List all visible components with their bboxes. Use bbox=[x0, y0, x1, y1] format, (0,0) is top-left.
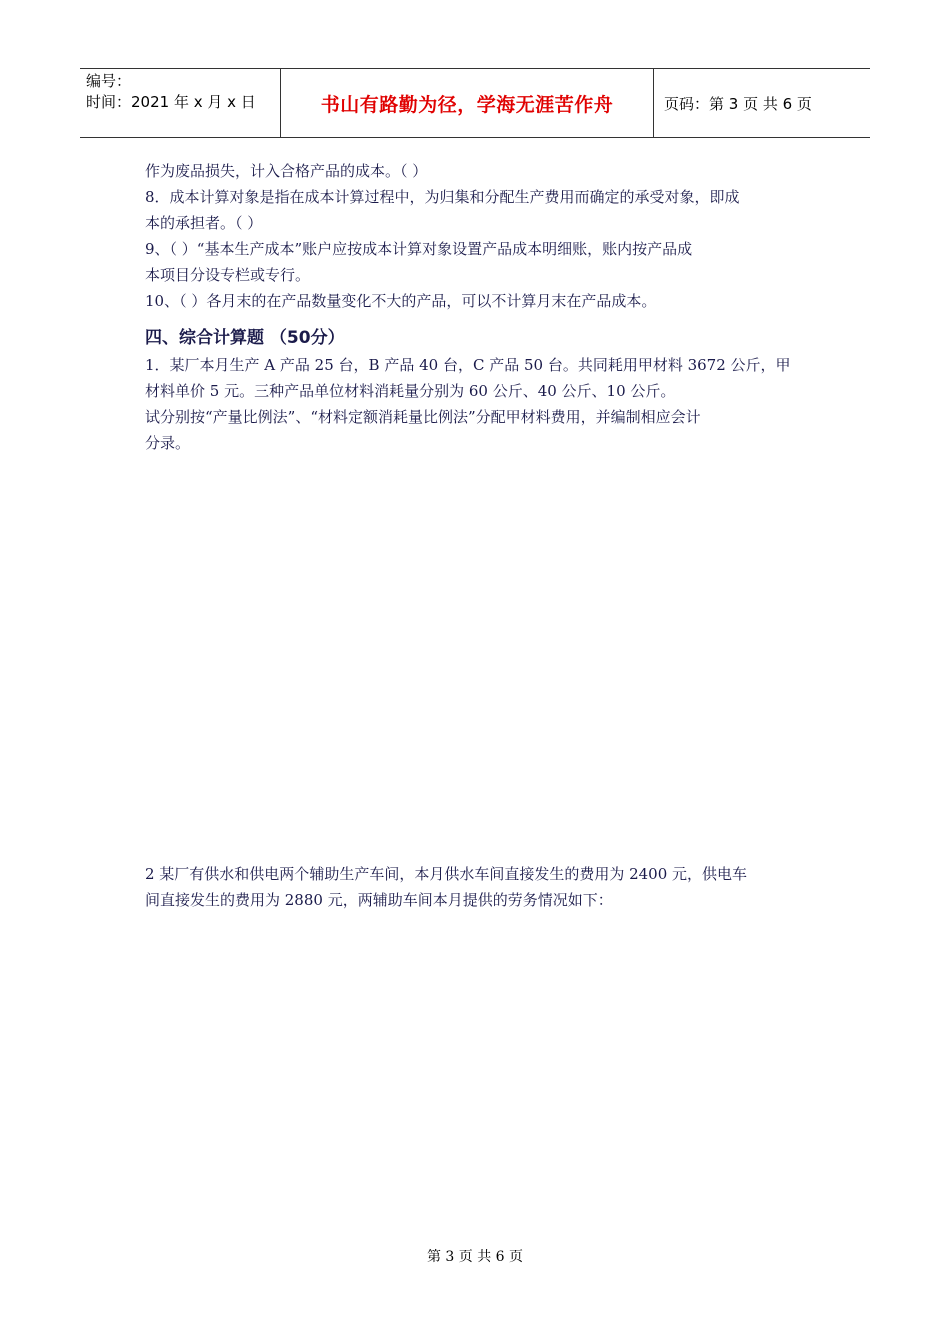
footer-page-number: 第 3 页 共 6 页 bbox=[426, 1249, 524, 1265]
document-content bbox=[145, 158, 810, 913]
calc-question-1-line-4: 分录。 bbox=[145, 434, 191, 452]
calc-question-1-line-1: 1．某厂本月生产 A 产品 25 台，B 产品 40 台，C 产品 50 台。共同耗用甲材料 3672 公斤，甲 bbox=[145, 356, 791, 374]
question-9-line-1: 9、（ ）“基本生产成本”账户应按成本计算对象设置产品成本明细账，账内按产品成 bbox=[145, 240, 693, 258]
section-title: 四、综合计算题 （50分） bbox=[145, 328, 345, 348]
answer-space bbox=[145, 456, 810, 861]
calc-question-1-line-3: 试分别按“产量比例法”、“材料定额消耗量比例法”分配甲材料费用，并编制相应会计 bbox=[145, 408, 701, 426]
page-info-cell bbox=[654, 69, 870, 137]
question-8-line-2: 本的承担者。（ ） bbox=[145, 214, 263, 232]
header-table bbox=[80, 68, 870, 138]
page-footer bbox=[0, 1246, 950, 1266]
question-9-line-2: 本项目分设专栏或专行。 bbox=[145, 266, 311, 284]
time-label: 时间：2021 年 x 月 x 日 bbox=[86, 93, 256, 111]
calc-question-1-line-2: 材料单价 5 元。三种产品单位材料消耗量分别为 60 公斤、40 公斤、10 公斤。 bbox=[145, 382, 676, 400]
question-8-line-1: 8．成本计算对象是指在成本计算过程中，为归集和分配生产费用而确定的承受对象，即成 bbox=[145, 188, 740, 206]
question-10-line: 10、（ ）各月末的在产品数量变化不大的产品，可以不计算月末在产品成本。 bbox=[145, 292, 657, 310]
calc-question-2-line-1: 2 某厂有供水和供电两个辅助生产车间，本月供水车间直接发生的费用为 2400 元，供电车 bbox=[145, 865, 748, 883]
motto-text: 书山有路勤为径，学海无涯苦作舟 bbox=[320, 93, 614, 116]
text-line: 作为废品损失，计入合格产品的成本。（ ） bbox=[145, 162, 428, 180]
header-left-cell bbox=[80, 69, 281, 137]
number-label: 编号： bbox=[86, 72, 132, 90]
motto-cell bbox=[281, 69, 654, 137]
page-info-text: 页码：第 3 页 共 6 页 bbox=[664, 94, 812, 113]
calc-question-2-line-2: 间直接发生的费用为 2880 元，两辅助车间本月提供的劳务情况如下： bbox=[145, 891, 613, 909]
